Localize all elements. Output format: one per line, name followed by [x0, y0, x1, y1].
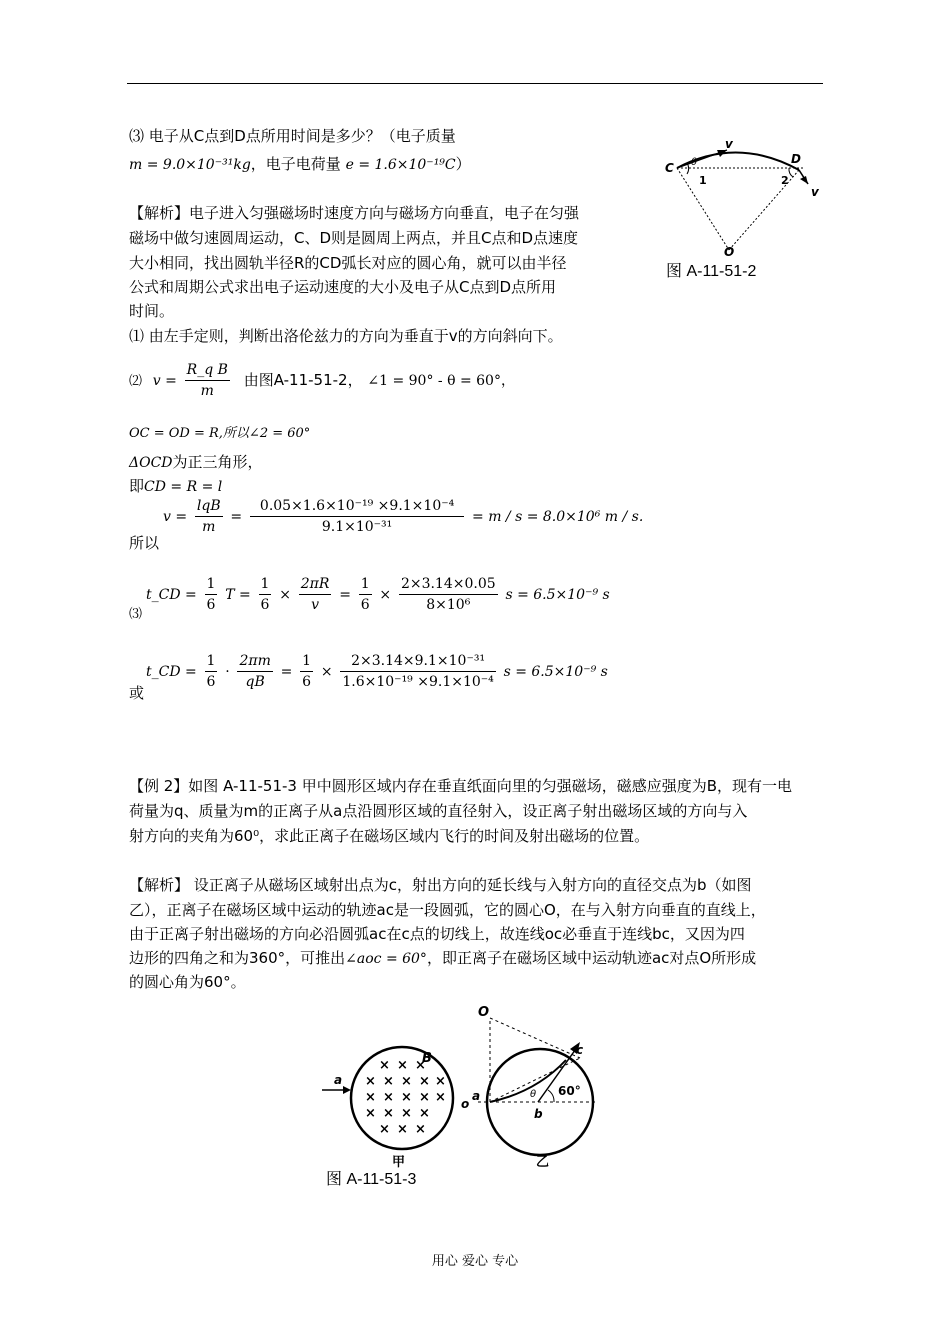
figure-1-caption: 图 A-11-51-2 — [666, 263, 757, 280]
field-cross: × — [383, 1106, 394, 1121]
label-c: C — [665, 161, 674, 175]
label-jia: 甲 — [392, 1155, 406, 1170]
time-equation-2: t_CD = $\frac{1}{6}$ · $\frac{2\pi m}{qB}$ = $\frac{1}{6}$ × $\frac{\text{2×3.14×9.1×10⁻³¹}}{\text{1.6×10⁻¹⁹ ×9.1×10⁻⁴}}$ s = 6.5×10⁻⁹ s — [146, 653, 608, 690]
question-3: ⑶ 电子从C点到D点所用时间是多少？（电子质量 — [129, 127, 456, 145]
label-b-field: B — [422, 1051, 432, 1066]
label-v2: v — [811, 185, 819, 199]
electron-charge: e = 1.6×10⁻¹⁹C — [345, 157, 456, 173]
example-2-line: 荷量为q、质量为m的正离子从a点沿圆形区域的直径射入，设正离子射出磁场区域的方向与入 — [129, 802, 748, 820]
velocity-equation: v = $\frac{\text{lqB}}{m}$ = $\frac{\text{0.05×1.6×10⁻¹⁹ ×9.1×10⁻⁴}}{\text{9.1×10⁻³¹}}$ = m / s = 8.0×10⁶ m / s. — [163, 498, 644, 535]
label-o: o — [461, 1097, 470, 1111]
label-o: O — [724, 245, 735, 256]
label-d: D — [791, 152, 801, 166]
field-cross: × — [365, 1106, 376, 1121]
field-cross: × — [419, 1074, 430, 1089]
field-cross: × — [379, 1058, 390, 1073]
label-60: 60° — [558, 1084, 581, 1098]
step-3-label: ⑶ — [129, 607, 143, 622]
label-b: b — [534, 1107, 543, 1121]
suoyi-label: 所以 — [129, 534, 160, 552]
figure-a-11-51-2 — [665, 132, 825, 256]
label-theta: θ — [530, 1089, 537, 1100]
field-cross: × — [419, 1090, 430, 1105]
field-cross: × — [415, 1058, 426, 1073]
example-2-line: 射方向的夹角为60⁰，求此正离子在磁场区域内飞行的时间及射出磁场的位置。 — [129, 827, 650, 845]
field-cross: × — [383, 1090, 394, 1105]
oc-equals-od: OC = OD = R,所以∠2 = 60° — [129, 426, 311, 441]
label-c: c — [576, 1043, 584, 1057]
field-cross: × — [419, 1106, 430, 1121]
field-cross: × — [435, 1090, 446, 1105]
analysis-2-line: 由于正离子射出磁场的方向必沿圆弧ac在c点的切线上，故连线oc必垂直于连线bc，又因为四 — [129, 925, 745, 943]
label-2: 2 — [781, 174, 789, 187]
field-cross: × — [397, 1122, 408, 1137]
field-cross: × — [379, 1122, 390, 1137]
question-3-values: m = 9.0×10⁻³¹kg，电子电荷量 e = 1.6×10⁻¹⁹C） — [129, 155, 471, 173]
triangle-line: ΔOCD为正三角形， — [129, 453, 263, 471]
analysis-line: 大小相同，找出圆轨半径R的CD弧长对应的圆心角，就可以由半径 — [129, 254, 567, 272]
label-theta: θ — [691, 157, 698, 168]
field-cross: × — [397, 1058, 408, 1073]
label-a-left: a — [334, 1073, 343, 1087]
label-yi: 乙 — [536, 1155, 550, 1170]
analysis-line: 公式和周期公式求出电子运动速度的大小及电子从C点到D点所用 — [129, 278, 557, 296]
analysis-line: 磁场中做匀速圆周运动，C、D则是圆周上两点，并且C点和D点速度 — [129, 229, 579, 247]
field-cross: × — [401, 1074, 412, 1089]
page-footer: 用心 爱心 专心 — [431, 1254, 519, 1269]
analysis-2-line: 【解析】 设正离子从磁场区域射出点为c，射出方向的延长线与入射方向的直径交点为b（如图 — [129, 876, 752, 894]
field-cross: × — [415, 1122, 426, 1137]
field-cross: × — [401, 1106, 412, 1121]
example-2-line: 【例 2】如图 A-11-51-3 甲中圆形区域内存在垂直纸面向里的匀强磁场，磁感应强度为B，现有一电 — [129, 777, 793, 795]
analysis-line: 【解析】电子进入匀强磁场时速度方向与磁场方向垂直，电子在匀强 — [129, 204, 580, 222]
analysis-line: 时间。 — [129, 302, 175, 320]
analysis-2-line: 的圆心角为60°。 — [129, 973, 246, 991]
time-equation-1: t_CD = $\frac{1}{6}$ T = $\frac{1}{6}$ × $\frac{2\pi R}{v}$ = $\frac{1}{6}$ × $\frac{2\times 3.14\times 0.05}{\text{8×10⁶}}$ s = 6.5×10⁻⁹ s — [146, 576, 610, 613]
magnetic-field-crosses — [365, 1058, 446, 1137]
figure-a-11-51-3 — [318, 1004, 608, 1174]
field-cross: × — [401, 1090, 412, 1105]
analysis-2-line: 乙），正离子在磁场区域中运动的轨迹ac是一段圆弧，它的圆心O，在与入射方向垂直的直线上， — [129, 901, 766, 919]
step-2: ⑵ v = $\frac{\text{R\_q B}}{m}$ 由图A-11-51-2， ∠1 = 90° - θ = 60°， — [129, 362, 515, 399]
figure-2-caption: 图 A-11-51-3 — [326, 1171, 417, 1188]
analysis-2-line: 边形的四角之和为360°，可推出∠aoc = 60°，即正离子在磁场区域中运动轨迹ac对点O所形成 — [129, 949, 757, 967]
field-cross: × — [365, 1074, 376, 1089]
field-cross: × — [365, 1090, 376, 1105]
step-1: ⑴ 由左手定则，判断出洛伦兹力的方向为垂直于v的方向斜向下。 — [129, 327, 563, 345]
field-cross: × — [383, 1074, 394, 1089]
header-rule — [127, 83, 823, 84]
label-a: a — [472, 1089, 481, 1103]
label-1: 1 — [699, 174, 707, 187]
cd-line: 即CD = R = l — [129, 477, 223, 495]
electron-mass: m = 9.0×10⁻³¹kg — [129, 157, 251, 173]
label-o-center: O — [478, 1005, 490, 1020]
huo-label: 或 — [129, 684, 145, 702]
field-cross: × — [435, 1074, 446, 1089]
label-v1: v — [725, 137, 733, 151]
